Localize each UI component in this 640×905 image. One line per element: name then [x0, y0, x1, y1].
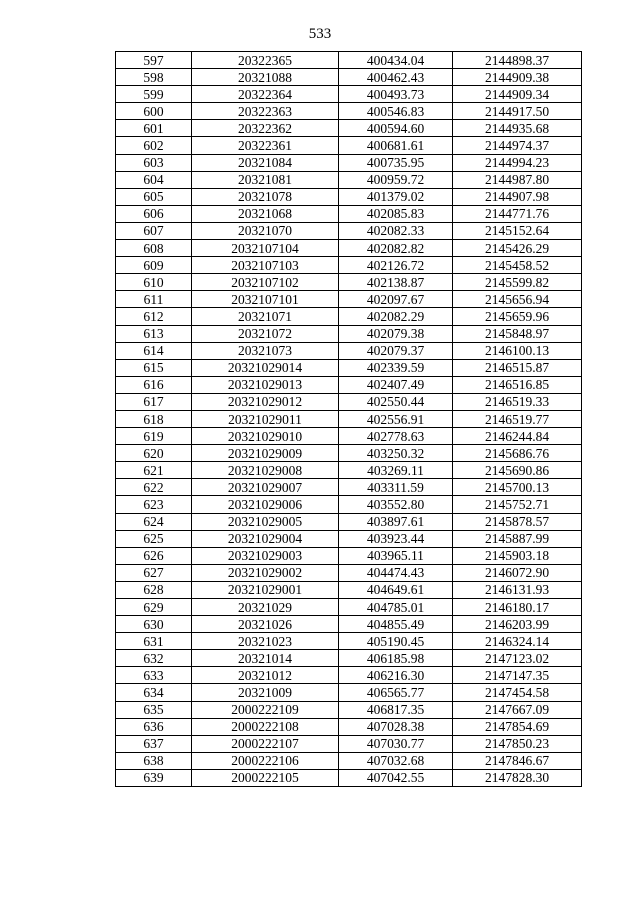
x-coordinate-cell: 407028.38	[339, 718, 453, 735]
y-coordinate-cell: 2146180.17	[453, 599, 582, 616]
point-id-cell: 20322361	[192, 137, 339, 154]
y-coordinate-cell: 2145848.97	[453, 325, 582, 342]
point-number-cell: 630	[116, 616, 192, 633]
x-coordinate-cell: 407032.68	[339, 752, 453, 769]
y-coordinate-cell: 2147846.67	[453, 752, 582, 769]
x-coordinate-cell: 403923.44	[339, 530, 453, 547]
point-number-cell: 618	[116, 410, 192, 427]
page-number: 533	[308, 26, 332, 42]
table-row	[116, 599, 582, 616]
table-row	[116, 496, 582, 513]
y-coordinate-cell: 2144909.34	[453, 86, 582, 103]
y-coordinate-cell: 2145752.71	[453, 496, 582, 513]
point-id-cell: 20321014	[192, 650, 339, 667]
x-coordinate-cell: 400546.83	[339, 103, 453, 120]
x-coordinate-cell: 400681.61	[339, 137, 453, 154]
x-coordinate-cell: 400462.43	[339, 69, 453, 86]
point-number-cell: 624	[116, 513, 192, 530]
table-row	[116, 376, 582, 393]
point-id-cell: 20321029007	[192, 479, 339, 496]
point-id-cell: 20321029014	[192, 359, 339, 376]
point-number-cell: 616	[116, 376, 192, 393]
y-coordinate-cell: 2146131.93	[453, 581, 582, 598]
point-number-cell: 605	[116, 188, 192, 205]
y-coordinate-cell: 2145152.64	[453, 222, 582, 239]
y-coordinate-cell: 2144987.80	[453, 171, 582, 188]
point-id-cell: 20321009	[192, 684, 339, 701]
table-row	[116, 530, 582, 547]
table-row	[116, 581, 582, 598]
point-id-cell: 20321088	[192, 69, 339, 86]
table-row	[116, 735, 582, 752]
x-coordinate-cell: 402339.59	[339, 359, 453, 376]
table-row	[116, 513, 582, 530]
y-coordinate-cell: 2145599.82	[453, 274, 582, 291]
point-id-cell: 2000222109	[192, 701, 339, 718]
table-row	[116, 462, 582, 479]
y-coordinate-cell: 2144909.38	[453, 69, 582, 86]
point-id-cell: 20321073	[192, 342, 339, 359]
point-id-cell: 2032107101	[192, 291, 339, 308]
x-coordinate-cell: 403897.61	[339, 513, 453, 530]
point-number-cell: 629	[116, 599, 192, 616]
point-number-cell: 628	[116, 581, 192, 598]
point-id-cell: 2032107104	[192, 240, 339, 257]
table-row	[116, 274, 582, 291]
table-row	[116, 137, 582, 154]
y-coordinate-cell: 2145690.86	[453, 462, 582, 479]
point-id-cell: 20321026	[192, 616, 339, 633]
y-coordinate-cell: 2145426.29	[453, 240, 582, 257]
y-coordinate-cell: 2146515.87	[453, 359, 582, 376]
table-row	[116, 667, 582, 684]
y-coordinate-cell: 2146072.90	[453, 564, 582, 581]
y-coordinate-cell: 2146100.13	[453, 342, 582, 359]
table-row	[116, 342, 582, 359]
table-row	[116, 120, 582, 137]
y-coordinate-cell: 2147850.23	[453, 735, 582, 752]
point-number-cell: 619	[116, 428, 192, 445]
table-row	[116, 52, 582, 69]
point-id-cell: 20321029006	[192, 496, 339, 513]
y-coordinate-cell: 2146244.84	[453, 428, 582, 445]
table-row	[116, 308, 582, 325]
point-number-cell: 620	[116, 445, 192, 462]
x-coordinate-cell: 407042.55	[339, 769, 453, 786]
y-coordinate-cell: 2144898.37	[453, 52, 582, 69]
x-coordinate-cell: 404649.61	[339, 581, 453, 598]
x-coordinate-cell: 400594.60	[339, 120, 453, 137]
y-coordinate-cell: 2147454.58	[453, 684, 582, 701]
point-number-cell: 598	[116, 69, 192, 86]
x-coordinate-cell: 404474.43	[339, 564, 453, 581]
x-coordinate-cell: 406216.30	[339, 667, 453, 684]
point-number-cell: 626	[116, 547, 192, 564]
point-number-cell: 631	[116, 633, 192, 650]
x-coordinate-cell: 402079.38	[339, 325, 453, 342]
x-coordinate-cell: 402126.72	[339, 257, 453, 274]
x-coordinate-cell: 403250.32	[339, 445, 453, 462]
x-coordinate-cell: 400493.73	[339, 86, 453, 103]
point-number-cell: 623	[116, 496, 192, 513]
y-coordinate-cell: 2147854.69	[453, 718, 582, 735]
point-number-cell: 613	[116, 325, 192, 342]
point-number-cell: 614	[116, 342, 192, 359]
x-coordinate-cell: 402556.91	[339, 410, 453, 427]
table-row	[116, 479, 582, 496]
y-coordinate-cell: 2145903.18	[453, 547, 582, 564]
table-row	[116, 616, 582, 633]
x-coordinate-cell: 402085.83	[339, 205, 453, 222]
point-number-cell: 607	[116, 222, 192, 239]
point-id-cell: 20321029010	[192, 428, 339, 445]
table-row	[116, 445, 582, 462]
point-id-cell: 20321023	[192, 633, 339, 650]
point-id-cell: 20321029008	[192, 462, 339, 479]
table-row	[116, 171, 582, 188]
table-row	[116, 428, 582, 445]
table-row	[116, 205, 582, 222]
point-number-cell: 634	[116, 684, 192, 701]
table-row	[116, 154, 582, 171]
point-id-cell: 20322365	[192, 52, 339, 69]
point-number-cell: 599	[116, 86, 192, 103]
x-coordinate-cell: 402097.67	[339, 291, 453, 308]
point-number-cell: 612	[116, 308, 192, 325]
x-coordinate-cell: 402082.33	[339, 222, 453, 239]
point-number-cell: 610	[116, 274, 192, 291]
table-row	[116, 650, 582, 667]
table-row	[116, 69, 582, 86]
x-coordinate-cell: 402138.87	[339, 274, 453, 291]
point-id-cell: 2000222108	[192, 718, 339, 735]
x-coordinate-cell: 401379.02	[339, 188, 453, 205]
point-id-cell: 2032107103	[192, 257, 339, 274]
y-coordinate-cell: 2144771.76	[453, 205, 582, 222]
y-coordinate-cell: 2146519.77	[453, 410, 582, 427]
y-coordinate-cell: 2145700.13	[453, 479, 582, 496]
table-row	[116, 684, 582, 701]
point-id-cell: 20321029	[192, 599, 339, 616]
x-coordinate-cell: 402082.82	[339, 240, 453, 257]
table-row	[116, 564, 582, 581]
point-id-cell: 20321078	[192, 188, 339, 205]
point-id-cell: 20321029009	[192, 445, 339, 462]
y-coordinate-cell: 2147123.02	[453, 650, 582, 667]
x-coordinate-cell: 402407.49	[339, 376, 453, 393]
point-id-cell: 20321029012	[192, 393, 339, 410]
point-id-cell: 20321084	[192, 154, 339, 171]
point-number-cell: 627	[116, 564, 192, 581]
table-row	[116, 410, 582, 427]
table-row	[116, 701, 582, 718]
point-number-cell: 606	[116, 205, 192, 222]
y-coordinate-cell: 2145686.76	[453, 445, 582, 462]
point-number-cell: 601	[116, 120, 192, 137]
point-id-cell: 20321029011	[192, 410, 339, 427]
y-coordinate-cell: 2146203.99	[453, 616, 582, 633]
x-coordinate-cell: 403269.11	[339, 462, 453, 479]
table-row	[116, 359, 582, 376]
point-id-cell: 20321029005	[192, 513, 339, 530]
point-id-cell: 20321072	[192, 325, 339, 342]
y-coordinate-cell: 2144917.50	[453, 103, 582, 120]
point-number-cell: 603	[116, 154, 192, 171]
y-coordinate-cell: 2146324.14	[453, 633, 582, 650]
point-id-cell: 20321081	[192, 171, 339, 188]
x-coordinate-cell: 403965.11	[339, 547, 453, 564]
point-id-cell: 20322363	[192, 103, 339, 120]
table-row	[116, 291, 582, 308]
x-coordinate-cell: 404855.49	[339, 616, 453, 633]
x-coordinate-cell: 400959.72	[339, 171, 453, 188]
point-number-cell: 637	[116, 735, 192, 752]
point-id-cell: 20321029004	[192, 530, 339, 547]
table-row	[116, 86, 582, 103]
x-coordinate-cell: 402079.37	[339, 342, 453, 359]
point-number-cell: 621	[116, 462, 192, 479]
y-coordinate-cell: 2144907.98	[453, 188, 582, 205]
point-number-cell: 604	[116, 171, 192, 188]
table-row	[116, 752, 582, 769]
y-coordinate-cell: 2144994.23	[453, 154, 582, 171]
x-coordinate-cell: 402778.63	[339, 428, 453, 445]
y-coordinate-cell: 2146519.33	[453, 393, 582, 410]
point-id-cell: 20321012	[192, 667, 339, 684]
point-number-cell: 617	[116, 393, 192, 410]
point-id-cell: 20322362	[192, 120, 339, 137]
x-coordinate-cell: 406817.35	[339, 701, 453, 718]
x-coordinate-cell: 402082.29	[339, 308, 453, 325]
table-row	[116, 547, 582, 564]
x-coordinate-cell: 403552.80	[339, 496, 453, 513]
point-number-cell: 625	[116, 530, 192, 547]
x-coordinate-cell: 407030.77	[339, 735, 453, 752]
y-coordinate-cell: 2145656.94	[453, 291, 582, 308]
table-row	[116, 718, 582, 735]
table-row	[116, 633, 582, 650]
point-number-cell: 615	[116, 359, 192, 376]
point-number-cell: 632	[116, 650, 192, 667]
y-coordinate-cell: 2144935.68	[453, 120, 582, 137]
point-id-cell: 2000222105	[192, 769, 339, 786]
point-id-cell: 20321029001	[192, 581, 339, 598]
y-coordinate-cell: 2145458.52	[453, 257, 582, 274]
coordinates-table	[115, 51, 582, 787]
point-number-cell: 602	[116, 137, 192, 154]
point-number-cell: 609	[116, 257, 192, 274]
point-id-cell: 20322364	[192, 86, 339, 103]
point-number-cell: 633	[116, 667, 192, 684]
point-id-cell: 2032107102	[192, 274, 339, 291]
table-row	[116, 222, 582, 239]
x-coordinate-cell: 402550.44	[339, 393, 453, 410]
y-coordinate-cell: 2147828.30	[453, 769, 582, 786]
x-coordinate-cell: 404785.01	[339, 599, 453, 616]
point-id-cell: 20321070	[192, 222, 339, 239]
y-coordinate-cell: 2144974.37	[453, 137, 582, 154]
table-row	[116, 240, 582, 257]
coordinates-table-body	[116, 52, 582, 787]
point-number-cell: 597	[116, 52, 192, 69]
point-number-cell: 600	[116, 103, 192, 120]
point-id-cell: 20321029002	[192, 564, 339, 581]
point-id-cell: 20321029003	[192, 547, 339, 564]
table-row	[116, 103, 582, 120]
point-number-cell: 622	[116, 479, 192, 496]
y-coordinate-cell: 2145659.96	[453, 308, 582, 325]
point-id-cell: 20321068	[192, 205, 339, 222]
point-id-cell: 2000222106	[192, 752, 339, 769]
point-number-cell: 635	[116, 701, 192, 718]
x-coordinate-cell: 400735.95	[339, 154, 453, 171]
point-number-cell: 638	[116, 752, 192, 769]
x-coordinate-cell: 406565.77	[339, 684, 453, 701]
point-id-cell: 20321071	[192, 308, 339, 325]
point-number-cell: 611	[116, 291, 192, 308]
table-row	[116, 769, 582, 786]
x-coordinate-cell: 406185.98	[339, 650, 453, 667]
y-coordinate-cell: 2145878.57	[453, 513, 582, 530]
table-row	[116, 325, 582, 342]
point-number-cell: 636	[116, 718, 192, 735]
point-number-cell: 608	[116, 240, 192, 257]
x-coordinate-cell: 405190.45	[339, 633, 453, 650]
x-coordinate-cell: 400434.04	[339, 52, 453, 69]
y-coordinate-cell: 2146516.85	[453, 376, 582, 393]
y-coordinate-cell: 2147147.35	[453, 667, 582, 684]
point-id-cell: 2000222107	[192, 735, 339, 752]
table-row	[116, 257, 582, 274]
table-row	[116, 393, 582, 410]
point-id-cell: 20321029013	[192, 376, 339, 393]
table-row	[116, 188, 582, 205]
point-number-cell: 639	[116, 769, 192, 786]
y-coordinate-cell: 2145887.99	[453, 530, 582, 547]
x-coordinate-cell: 403311.59	[339, 479, 453, 496]
y-coordinate-cell: 2147667.09	[453, 701, 582, 718]
